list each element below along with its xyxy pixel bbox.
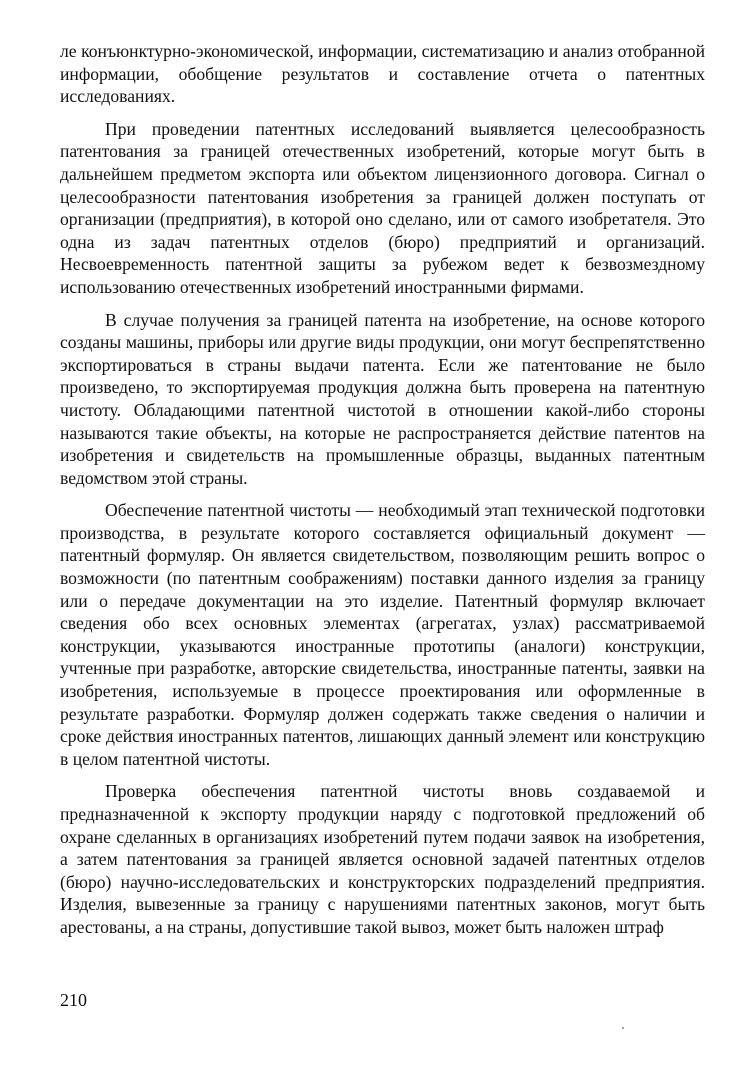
paragraph-patent-purity-definition: В случае получения за границей патента на изобретение, на основе которого созданы машины, приборы или другие виды продукции, они могут беспрепятственно экспортироваться в страны выдачи патента. Если же патентование не было произведено, то экспортируемая продукция должна быть проверена на патентную чистоту. Обладающими патентной чистотой в отношении какой-либо стороны называются такие объекты, на которые не распространяется действие патентов на изобретения и свидетельств на промышленные образцы, выданных патентным ведомством этой страны. bbox=[60, 309, 705, 488]
paragraph-continuation: ле конъюнктурно-экономической, информации, систематизацию и анализ отобранной информации, обобщение результатов и составление отчета о патентных исследованиях. bbox=[60, 41, 705, 107]
scan-speck bbox=[622, 1027, 624, 1029]
paragraph-patent-formular: Обеспечение патентной чистоты — необходимый этап технической подготовки производства, в результате которого составляется официальный документ — патентный формуляр. Он является свидетельством, позволяющим решить вопрос о возможности (по патентным соображениям) поставки данного изделия за границу или о передаче документации на это изделие. Патентный формуляр включает сведения обо всех основных элементах (агрегатах, узлах) рассматриваемой конструкции, указываются иностранные прототипы (аналоги) конструкции, учтенные при разработке, авторские свидетельства, иностранные патенты, заявки на изобретения, используемые в процессе проектирования или оформленные в результате разработки. Формуляр должен содержать также сведения о наличии и сроке действия иностранных патентов, лишающих данный элемент или конструкцию в целом патентной чистоты. bbox=[60, 500, 705, 769]
paragraph-patent-purity-check: Проверка обеспечения патентной чистоты вновь создаваемой и предназначенной к экспорту продукции наряду с подготовкой предложений об охране сделанных в организациях изобретений путем подачи заявок на изобретения, а затем патентования за границей является основной задачей патентных отделов (бюро) научно-исследовательских и конструкторских подразделений предприятия. Изделия, вывезенные за границу с нарушениями патентных законов, могут быть арестованы, а на страны, допустившие такой вывоз, может быть наложен штраф bbox=[60, 781, 705, 937]
page-number: 210 bbox=[60, 990, 87, 1010]
body-text bbox=[60, 40, 705, 939]
paragraph-patenting-expediency: При проведении патентных исследований выявляется целесообразность патентования за границей отечественных изобретений, которые могут быть в дальнейшем предметом экспорта или объектом лицензионного договора. Сигнал о целесообразности патентования изобретения за границей должен поступать от организации (предприятия), в которой оно сделано, или от самого изобретателя. Это одна из задач патентных отделов (бюро) предприятий и организаций. Несвоевременность патентной защиты за рубежом ведет к безвозмездному использованию отечественных изобретений иностранными фирмами. bbox=[60, 118, 705, 297]
